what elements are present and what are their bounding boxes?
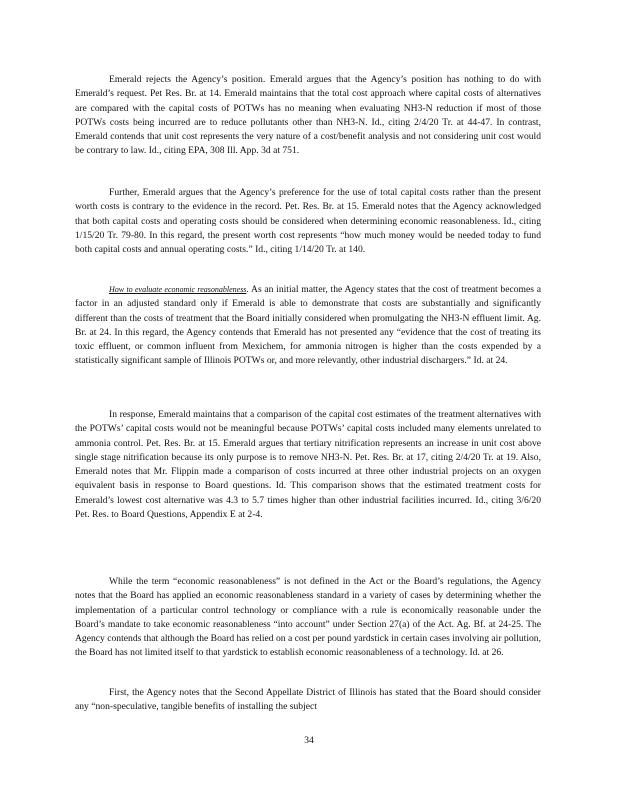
paragraph-6: First, the Agency notes that the Second Appellate District of Illinois has stated that the Board should consider any “non-speculative, tangible benefits of installing the subject [75,687,541,713]
paragraph-4: In response, Emerald maintains that a comparison of the capital cost estimates of the treatment alternatives with the POTWs’ capital costs would not be meaningful because POTWs’ capital costs included many elements unrelated to ammonia control. Pet. Res. Br. at 15. Emerald argues that tertiary nitrification represents an increase in unit cost above single stage nitrification because its only purpose is to remove NH3-N. Pet. Res. Br. at 17, citing 2/4/20 Tr. at 19. Also, Emerald notes that Mr. Flippin made a comparison of costs incurred at three other industrial projects on an oxygen equivalent basis in response to Board questions. Id. This comparison shows that the estimated treatment costs for Emerald’s lowest cost alternative was 4.3 to 5.7 times higher than other industrial facilities incurred. Id., citing 3/6/20 Pet. Res. to Board Questions, Appendix E at 2-4. [75,409,541,521]
paragraph-3 [75,283,541,369]
paragraph-5: While the term “economic reasonableness” is not defined in the Act or the Board’s regulations, the Agency notes that the Board has applied an economic reasonableness standard in a variety of cases by determining whether the implementation of a particular control technology or compliance with a rule is economically reasonable under the Board’s mandate to take economic reasonableness “into account” under Section 27(a) of the Act. Ag. Bf. at 24-25. The Agency contends that although the Board has relied on a cost per pound yardstick in certain cases involving air pollution, the Board has not limited itself to that yardstick to establish economic reasonableness of a technology. Id. at 26. [75,576,541,659]
page-number: 34 [304,735,314,746]
paragraph-2: Further, Emerald argues that the Agency’s preference for the use of total capital costs rather than the present worth costs is contrary to the evidence in the record. Pet. Res. Br. at 15. Emerald notes that the Agency acknowledged that both capital costs and operating costs should be considered when determining economic reasonableness. Id., citing 1/15/20 Tr. 79-80. In this regard, the present worth cost represents “how much money would be needed today to fund both capital costs and annual operating costs.” Id., citing 1/14/20 Tr. at 140. [75,187,541,256]
section-heading: How to evaluate economic reasonableness [109,285,247,294]
paragraph-1: Emerald rejects the Agency’s position. Emerald argues that the Agency’s position has nothing to do with Emerald’s request. Pet Res. Br. at 14. Emerald maintains that the total cost approach where capital costs of alternatives are compared with the capital costs of POTWs has no meaning when evaluating NH3-N reduction if most of those POTWs costs being incurred are to reduce pollutants other than NH3-N. Id., citing 2/4/20 Tr. at 44-47. In contrast, Emerald contends that unit cost represents the very nature of a cost/benefit analysis and not considering unit cost would be contrary to law. Id., citing EPA, 308 Ill. App. 3d at 751. [75,74,541,157]
paragraph-3-body: . As an initial matter, the Agency states that the cost of treatment becomes a factor in an adjusted standard only if Emerald is able to demonstrate that costs are substantially and significantly different than the costs of treatment that the Board initially considered when promulgating the NH3-N effluent limit. Ag. Br. at 24. In this regard, the Agency contends that Emerald has not presented any “evidence that the cost of treating its toxic effluent, or common influent from Mexichem, for ammonia nitrogen is higher than the costs expended by a statistically significant sample of Illinois POTWs or, and more relevantly, other industrial dischargers.” Id. at 24. [75,284,541,367]
